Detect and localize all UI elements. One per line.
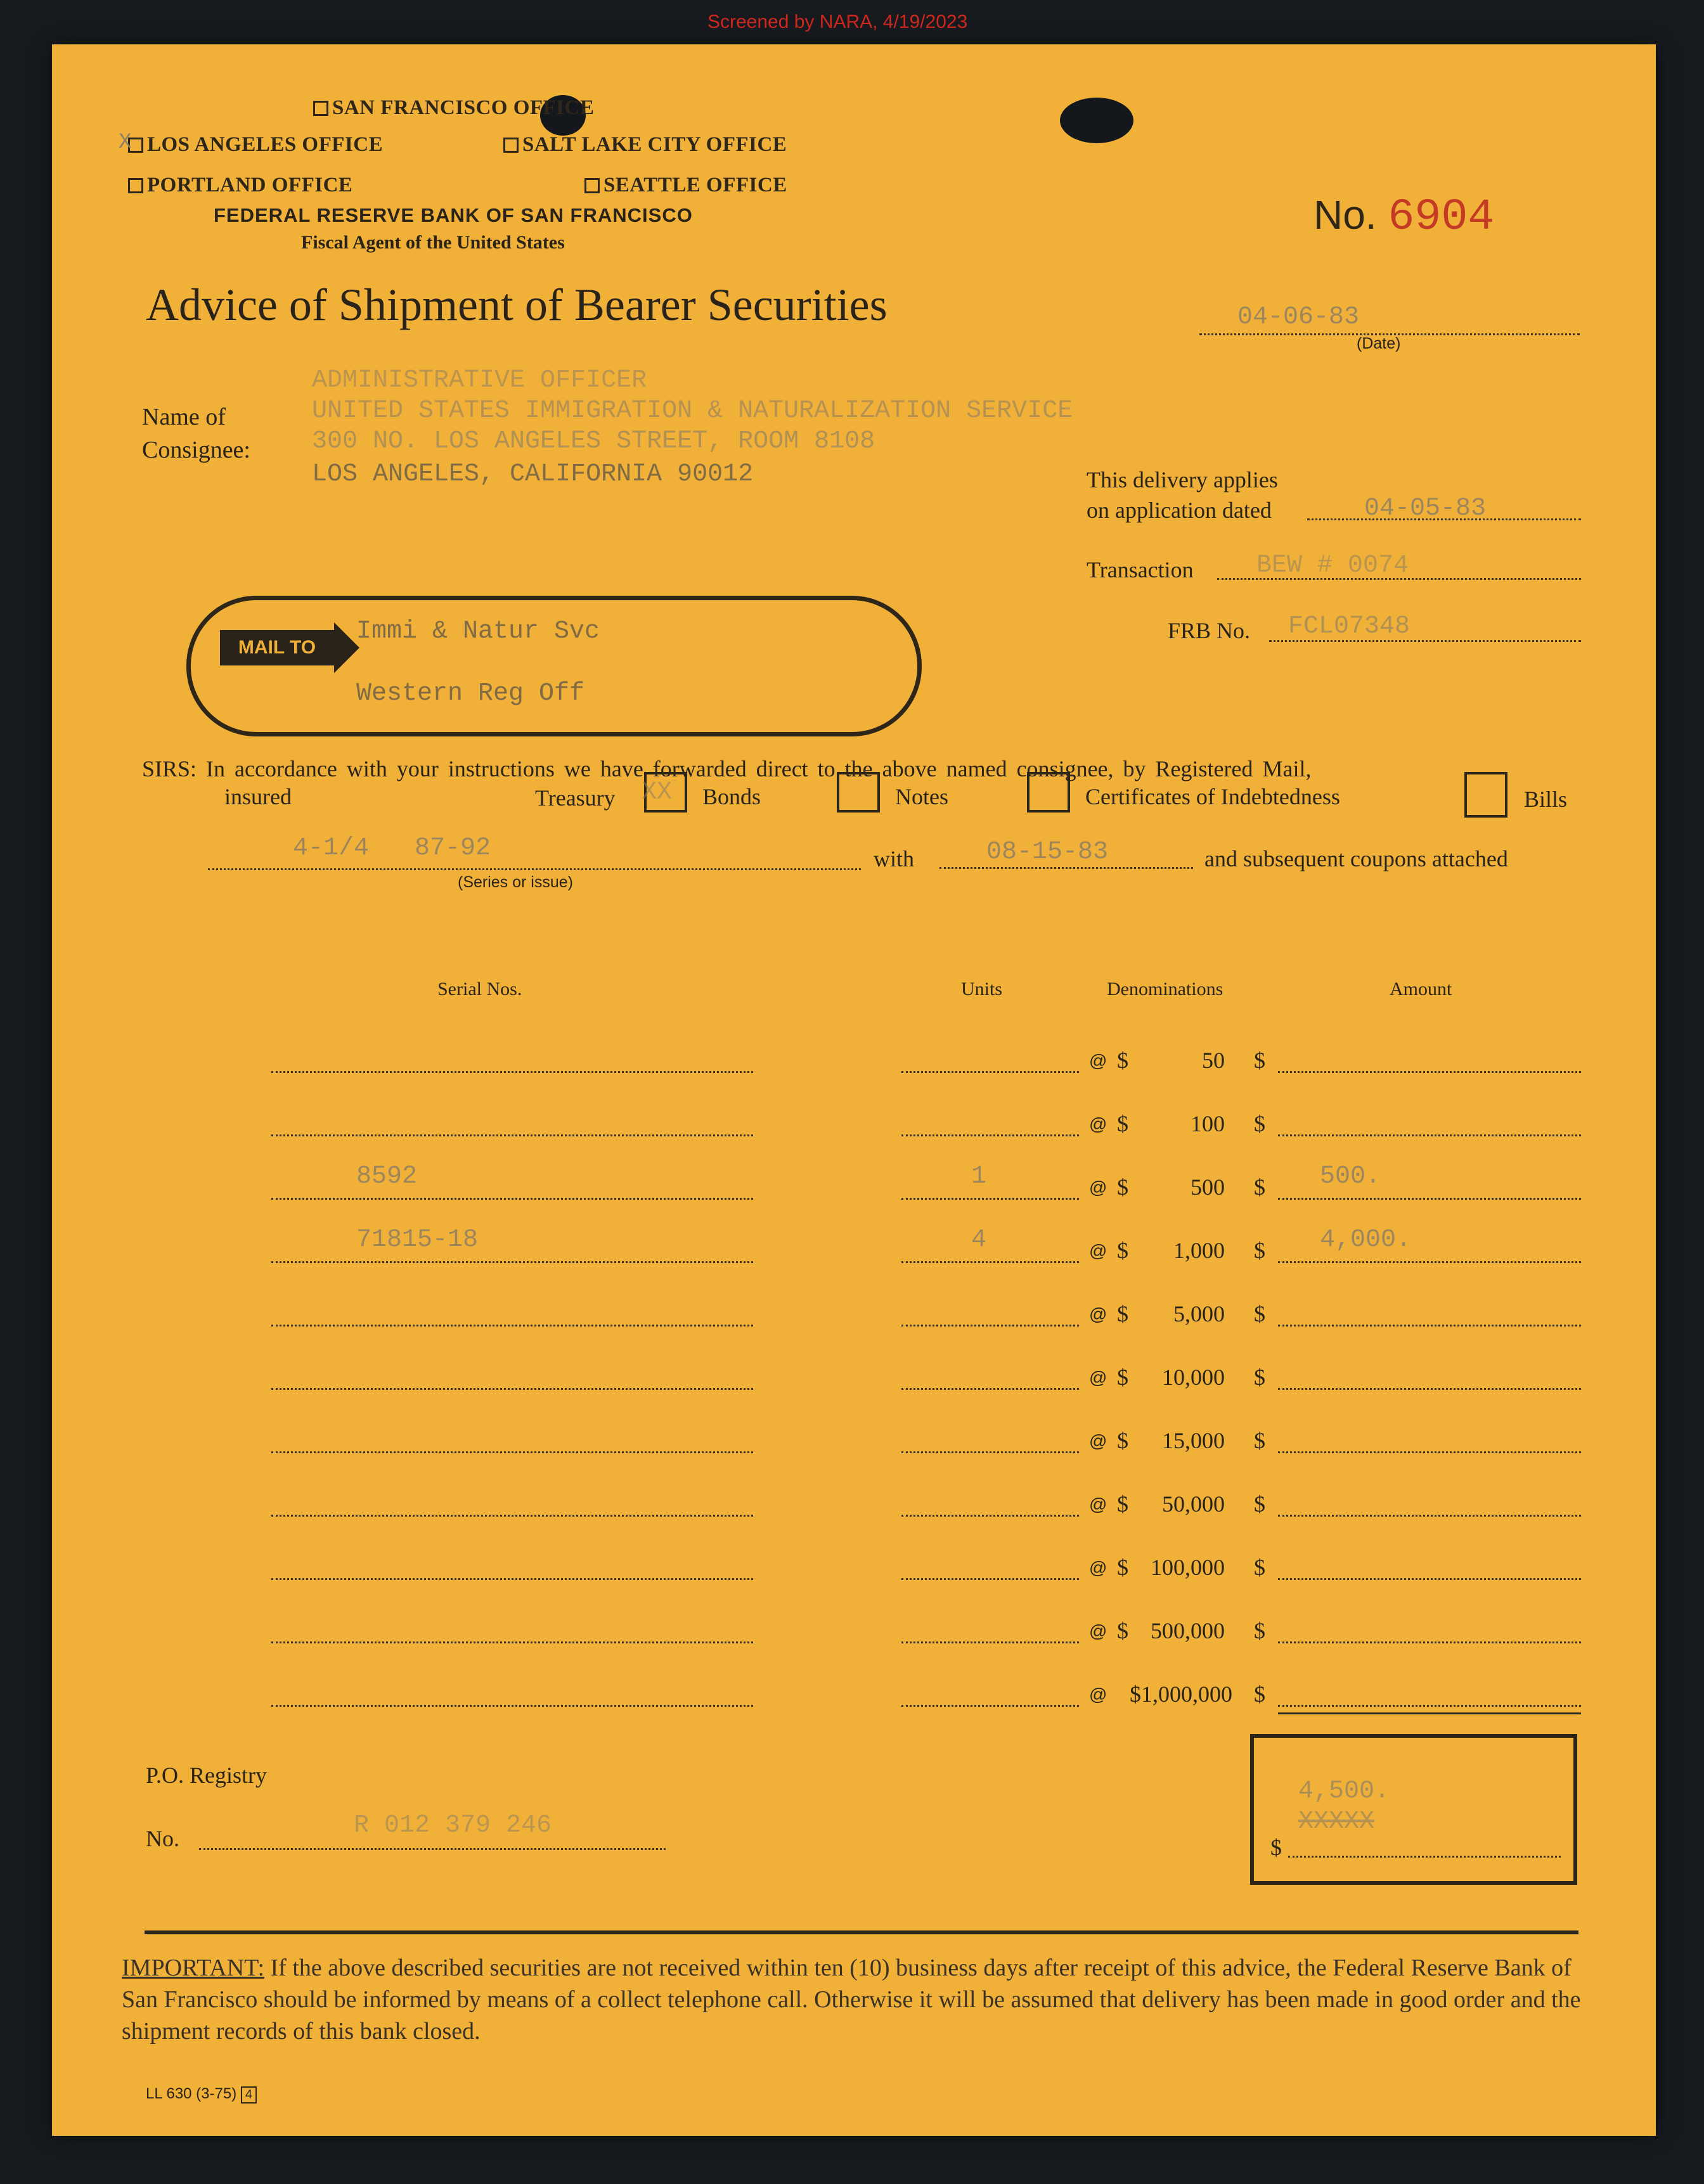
units-line: [901, 1071, 1079, 1073]
registry-no-label: No.: [146, 1826, 179, 1851]
bonds-label: Bonds: [702, 784, 761, 809]
serial-line: [271, 1515, 753, 1517]
checked-box-icon[interactable]: X: [128, 138, 143, 153]
form-number: No. 6904: [1314, 192, 1495, 243]
serial-value: 71815-18: [356, 1226, 479, 1254]
denom-dollar: $: [1117, 1491, 1128, 1517]
consignee-label-2: Consignee:: [142, 437, 250, 463]
units-line: [901, 1134, 1079, 1136]
denom-dollar: $: [1117, 1238, 1128, 1263]
denomination-value: 5,000: [1173, 1301, 1225, 1326]
office-seattle[interactable]: SEATTLE OFFICE: [584, 174, 787, 197]
denom-dollar: $: [1117, 1048, 1128, 1073]
amount-dollar: $: [1254, 1301, 1265, 1326]
units-value: 4: [971, 1226, 987, 1254]
serial-line: [271, 1705, 753, 1707]
amount-value: 4,000.: [1320, 1226, 1412, 1254]
certificates-checkbox[interactable]: [1027, 772, 1070, 813]
serial-line: [271, 1261, 753, 1263]
denom-dollar: $: [1117, 1111, 1128, 1136]
at-sign: @: [1089, 1178, 1107, 1197]
denomination-value: 500: [1191, 1174, 1225, 1200]
serial-header: Serial Nos.: [437, 979, 522, 999]
denom-dollar: $: [1117, 1301, 1128, 1326]
units-line: [901, 1515, 1079, 1517]
serial-line: [271, 1578, 753, 1580]
notes-checkbox[interactable]: [837, 772, 880, 813]
bank-name: FEDERAL RESERVE BANK OF SAN FRANCISCO: [214, 204, 693, 226]
units-line: [901, 1451, 1079, 1453]
shipment-advice-form: SAN FRANCISCO OFFICE X LOS ANGELES OFFICE SALT LAKE CITY OFFICE PORTLAND OFFICE SEATTLE OFFICE FEDERAL RESERVE BANK OF SAN FRANCISCO Fiscal Agent of the United States No. 6904 Advice of Shipment of Bearer Securities 04-06-83 (Date) Name of Consignee: ADMINISTRATIVE OFFICER UNITED STATES IMMIGRATION & NATURALIZATION SERVICE 300 NO. LOS ANGELES STREET, ROOM 8108 LOS ANGELES, CALIFORNIA 90012 This delivery applies on application dated 04-05-83 Transaction BEW # 0074 FRB No. FCL07348 MAIL TO Immi & Natur Svc Western Reg Off SIRS: In accordance with your instructions we have forwarded direct to the above named consignee, by Registered Mail, insured Treasury XX Bonds Notes Certificates of Indebtedness Bills 4-1/4 87-92 (Series or issue) with 08-15-83 and subsequent coupons attached Serial Nos. Units Denominations Amount @ $ 50 $ @ $ 100 $ 8592 1 @ $ 500 $ 500. 71815-18 4 @ $ 1,000 $ 4,000. @ $ 5,000 $ @ $ 10,000 $ @ $ 15,000 $ @ $ 50,000 $ @ $ 100,000 $ @ $ 500,000 $ @ $1,000,000 $ P.O. Registry No. R 012 379 246 4,500. XXXXX $ IMPORTANT: If the above described securities are not received within ten (10) business days after receipt of this advice, the Federal Reserve Bank of San Francisco should be informed by means of a collect telephone call. Otherwise it will be assumed that delivery has been made in good order and the shipment records of this bank closed. LL 630 (3-75) 4: [52, 44, 1656, 2136]
delivery-applies-label: This delivery applies: [1087, 467, 1278, 492]
divider: [145, 1930, 1578, 1934]
amount-line: [1278, 1071, 1581, 1073]
certificates-label: Certificates of Indebtedness: [1085, 784, 1340, 809]
nara-screening-stamp: Screened by NARA, 4/19/2023: [707, 11, 968, 32]
at-sign: @: [1089, 1051, 1107, 1070]
series-label: (Series or issue): [458, 873, 573, 891]
amount-dollar: $: [1254, 1555, 1265, 1580]
checkbox-icon[interactable]: [313, 101, 328, 116]
office-los-angeles[interactable]: X LOS ANGELES OFFICE: [119, 131, 384, 156]
at-sign: @: [1089, 1621, 1107, 1641]
consignee-label-1: Name of: [142, 404, 226, 430]
total-struck-value: XXXXX: [1298, 1808, 1375, 1836]
serial-line: [271, 1325, 753, 1326]
form-date: 04-06-83: [1237, 303, 1360, 331]
series-line: [208, 868, 861, 870]
amount-dollar: $: [1254, 1238, 1265, 1263]
form-title: Advice of Shipment of Bearer Securities: [146, 279, 888, 330]
with-label: with: [874, 846, 915, 871]
registry-label: P.O. Registry: [146, 1763, 268, 1788]
amount-dollar: $: [1254, 1174, 1265, 1200]
amount-dollar: $: [1254, 1491, 1265, 1517]
denom-dollar: $: [1117, 1555, 1128, 1580]
application-date: 04-05-83: [1364, 494, 1487, 523]
total-dollar: $: [1270, 1835, 1282, 1860]
punch-hole-right: [1060, 98, 1133, 143]
amount-dollar: $: [1254, 1681, 1265, 1707]
units-line: [901, 1198, 1079, 1200]
serial-line: [271, 1198, 753, 1200]
date-label: (Date): [1357, 335, 1401, 352]
denomination-value: 15,000: [1162, 1428, 1225, 1453]
units-line: [901, 1325, 1079, 1326]
checkbox-icon[interactable]: [128, 178, 143, 193]
amount-line: [1278, 1705, 1581, 1707]
office-portland[interactable]: PORTLAND OFFICE: [128, 174, 352, 197]
consignee-line: 300 NO. LOS ANGELES STREET, ROOM 8108: [312, 427, 875, 456]
amount-dollar: $: [1254, 1048, 1265, 1073]
at-sign: @: [1089, 1368, 1107, 1387]
form-code: LL 630 (3-75) 4: [146, 2085, 257, 2104]
denom-dollar: $: [1117, 1618, 1128, 1643]
office-san-francisco[interactable]: SAN FRANCISCO OFFICE: [313, 96, 594, 120]
mail-to-line-2: Western Reg Off: [356, 679, 585, 708]
units-line: [901, 1705, 1079, 1707]
denomination-value: $1,000,000: [1130, 1681, 1232, 1707]
registry-number: R 012 379 246: [354, 1811, 552, 1840]
office-salt-lake-city[interactable]: SALT LAKE CITY OFFICE: [503, 133, 787, 157]
units-line: [901, 1641, 1079, 1643]
frb-number: FCL07348: [1288, 612, 1410, 641]
denomination-value: 500,000: [1151, 1618, 1225, 1643]
series-value: 4-1/4 87-92: [293, 834, 491, 863]
insured-label: insured: [224, 784, 292, 809]
amount-value: 500.: [1320, 1162, 1381, 1191]
amount-dollar: $: [1254, 1111, 1265, 1136]
amount-dollar: $: [1254, 1428, 1265, 1453]
denomination-value: 50: [1202, 1048, 1225, 1073]
consignee-line: ADMINISTRATIVE OFFICER: [312, 366, 647, 395]
total-value: 4,500.: [1298, 1777, 1390, 1806]
denomination-value: 100: [1191, 1111, 1225, 1136]
application-dated-label: on application dated: [1087, 498, 1272, 523]
amount-dollar: $: [1254, 1618, 1265, 1643]
frb-label: FRB No.: [1168, 618, 1251, 643]
at-sign: @: [1089, 1114, 1107, 1134]
notes-label: Notes: [895, 784, 948, 809]
amount-line: [1278, 1515, 1581, 1517]
bank-subtitle: Fiscal Agent of the United States: [301, 232, 565, 253]
at-sign: @: [1089, 1494, 1107, 1514]
amount-line: [1278, 1578, 1581, 1580]
consignee-line: LOS ANGELES, CALIFORNIA 90012: [312, 460, 754, 489]
denom-dollar: $: [1117, 1365, 1128, 1390]
amount-line: [1278, 1198, 1581, 1200]
at-sign: @: [1089, 1304, 1107, 1324]
serial-line: [271, 1388, 753, 1390]
bonds-checkbox[interactable]: XX: [644, 772, 687, 813]
amount-line: [1278, 1325, 1581, 1326]
at-sign: @: [1089, 1558, 1107, 1577]
serial-line: [271, 1641, 753, 1643]
amount-line: [1278, 1641, 1581, 1643]
at-sign: @: [1089, 1431, 1107, 1451]
transaction-value: BEW # 0074: [1256, 551, 1409, 580]
denomination-value: 1,000: [1173, 1238, 1225, 1263]
units-line: [901, 1578, 1079, 1580]
registry-line: [199, 1848, 666, 1850]
coupon-date: 08-15-83: [986, 838, 1109, 866]
important-notice: IMPORTANT: If the above described securities are not received within ten (10) business days after receipt of this advice, the Federal Reserve Bank of San Francisco should be informed by means of a collect telephone call. Otherwise it will be assumed that delivery has been made in good order and the shipment records of this bank closed.: [122, 1955, 1581, 2045]
amount-dollar: $: [1254, 1365, 1265, 1390]
denom-dollar: $: [1117, 1174, 1128, 1200]
amount-line: [1278, 1388, 1581, 1390]
amount-line: [1278, 1261, 1581, 1263]
checkbox-icon[interactable]: [503, 138, 519, 153]
total-line: [1288, 1856, 1561, 1858]
units-line: [901, 1261, 1079, 1263]
serial-line: [271, 1451, 753, 1453]
serial-line: [271, 1134, 753, 1136]
treasury-label: Treasury: [535, 785, 616, 811]
at-sign: @: [1089, 1685, 1107, 1704]
mail-to-line-1: Immi & Natur Svc: [356, 617, 600, 646]
units-value: 1: [971, 1162, 987, 1191]
amount-line: [1278, 1451, 1581, 1453]
denomination-value: 10,000: [1162, 1365, 1225, 1390]
amount-total-rule: [1278, 1712, 1581, 1714]
arrow-right-icon: [334, 622, 359, 673]
bills-checkbox[interactable]: [1464, 772, 1507, 818]
units-line: [901, 1388, 1079, 1390]
consignee-line: UNITED STATES IMMIGRATION & NATURALIZATION SERVICE: [312, 397, 1073, 425]
denomination-value: 50,000: [1162, 1491, 1225, 1517]
denominations-header: Denominations: [1107, 979, 1223, 999]
at-sign: @: [1089, 1241, 1107, 1261]
units-header: Units: [961, 979, 1003, 999]
coupon-date-line: [939, 867, 1193, 869]
amount-header: Amount: [1390, 979, 1452, 999]
amount-line: [1278, 1134, 1581, 1136]
bills-label: Bills: [1524, 787, 1568, 812]
transaction-label: Transaction: [1087, 557, 1194, 582]
denomination-value: 100,000: [1151, 1555, 1225, 1580]
checkbox-icon[interactable]: [584, 178, 600, 193]
coupons-text: and subsequent coupons attached: [1204, 846, 1508, 871]
serial-line: [271, 1071, 753, 1073]
serial-value: 8592: [356, 1162, 418, 1191]
sirs-statement: SIRS: In accordance with your instructions we have forwarded direct to the above named consignee, by Registered Mail,: [142, 756, 1312, 781]
denom-dollar: $: [1117, 1428, 1128, 1453]
